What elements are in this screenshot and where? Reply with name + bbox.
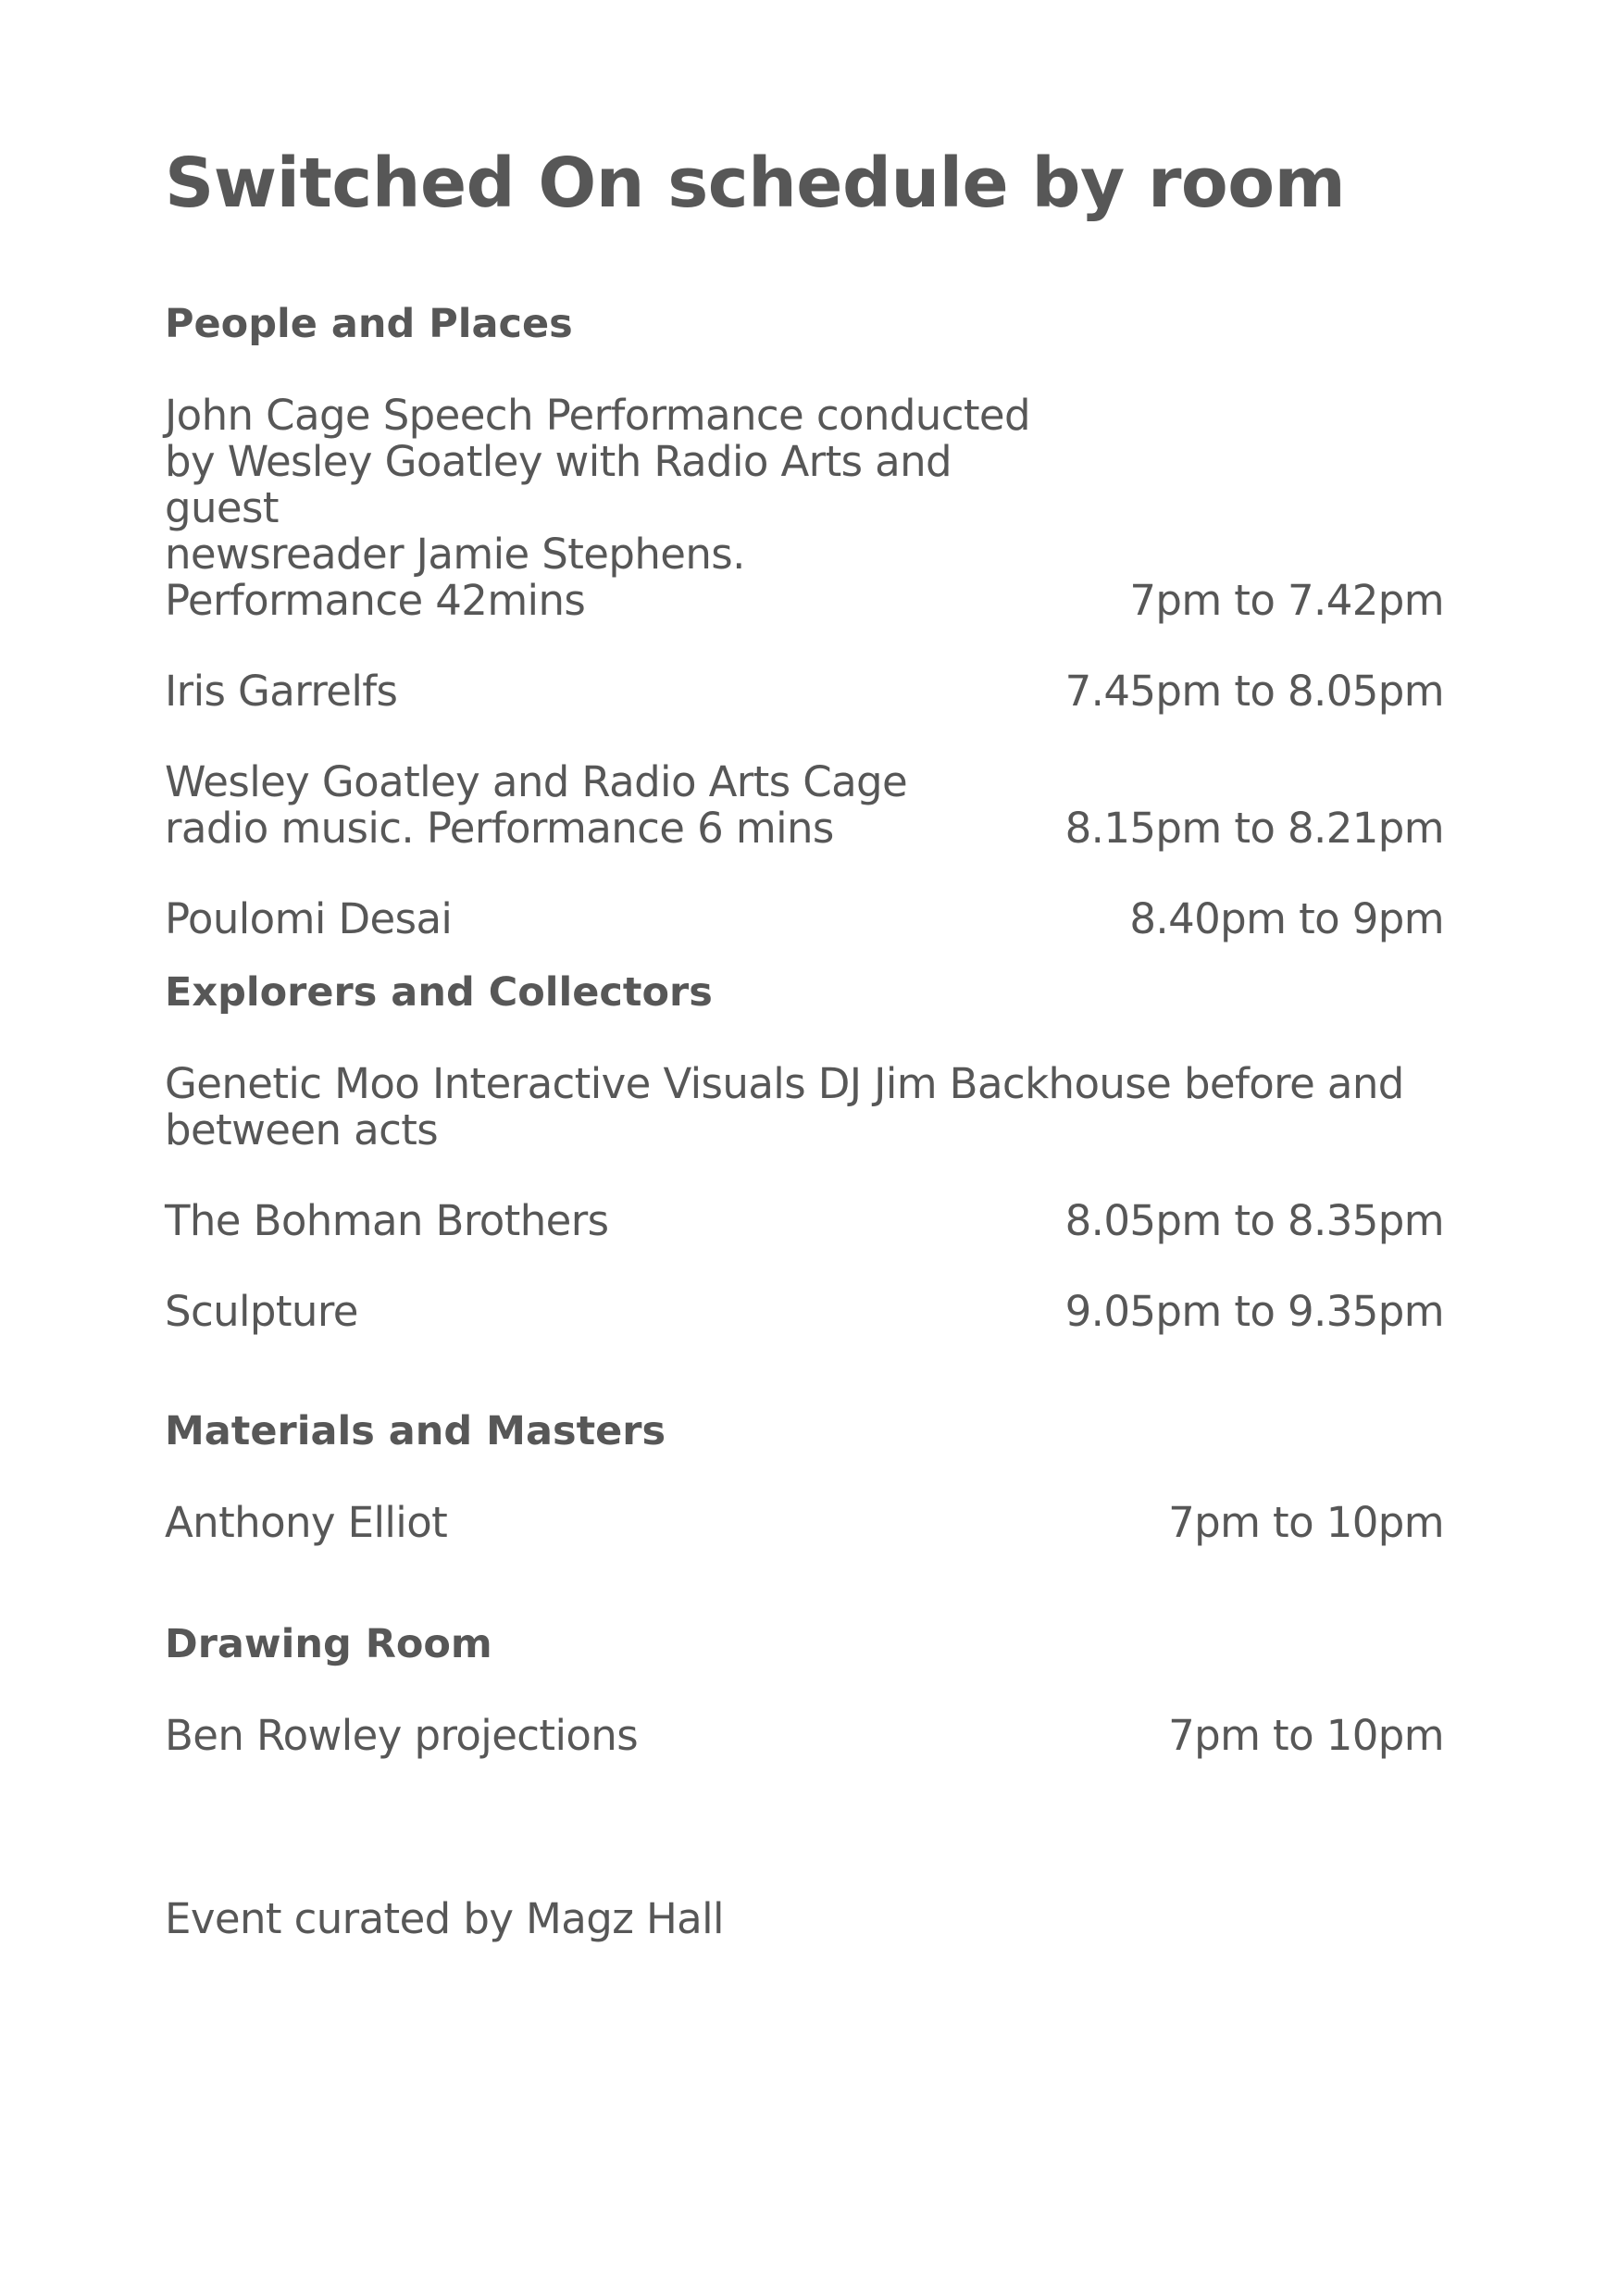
section-people-and-places bbox=[165, 298, 1444, 942]
entry-description: John Cage Speech Performance conducted by Wesley Goatley with Radio Arts and guest newsreader Jamie Stephens. Performance 42mins bbox=[165, 391, 1030, 625]
entry-time: 8.15pm to 8.21pm bbox=[1064, 804, 1444, 853]
schedule-entry bbox=[165, 1289, 1444, 1335]
section-heading: Drawing Room bbox=[165, 1621, 492, 1667]
section-heading: People and Places bbox=[165, 301, 573, 347]
entry-description: Ben Rowley projections bbox=[165, 1711, 639, 1760]
section-heading: Explorers and Collectors bbox=[165, 969, 713, 1016]
schedule-entry bbox=[165, 1198, 1444, 1244]
entry-description: Wesley Goatley and Radio Arts Cage radio music. Performance 6 mins bbox=[165, 757, 908, 853]
curator-credit: Event curated by Magz Hall bbox=[165, 1894, 724, 1943]
page-title: Switched On schedule by room bbox=[165, 144, 1346, 223]
entry-time: 8.05pm to 8.35pm bbox=[1064, 1196, 1444, 1245]
entry-time: 7pm to 10pm bbox=[1168, 1711, 1444, 1760]
entry-time: 7pm to 10pm bbox=[1168, 1498, 1444, 1547]
entry-time: 7pm to 7.42pm bbox=[1129, 576, 1444, 625]
schedule-entry bbox=[165, 1500, 1444, 1546]
section-materials-and-masters bbox=[165, 1405, 1444, 1546]
entry-time: 8.40pm to 9pm bbox=[1129, 894, 1444, 943]
section-heading: Materials and Masters bbox=[165, 1408, 666, 1454]
entry-description: Poulomi Desai bbox=[165, 894, 453, 943]
entry-description: Sculpture bbox=[165, 1287, 358, 1336]
schedule-entry bbox=[165, 1713, 1444, 1759]
schedule-entry bbox=[165, 1061, 1444, 1154]
entry-description: Anthony Elliot bbox=[165, 1498, 448, 1547]
section-drawing-room bbox=[165, 1618, 1444, 1759]
entry-description: The Bohman Brothers bbox=[165, 1196, 609, 1245]
entry-time: 7.45pm to 8.05pm bbox=[1064, 667, 1444, 716]
entry-description: Genetic Moo Interactive Visuals DJ Jim Backhouse before and between acts bbox=[165, 1059, 1404, 1154]
section-explorers-and-collectors bbox=[165, 967, 1444, 1335]
schedule-entry bbox=[165, 668, 1444, 715]
entry-time: 9.05pm to 9.35pm bbox=[1064, 1287, 1444, 1336]
schedule-entry bbox=[165, 896, 1444, 942]
schedule-entry bbox=[165, 393, 1444, 624]
entry-description: Iris Garrelfs bbox=[165, 667, 398, 716]
schedule-entry bbox=[165, 759, 1444, 852]
